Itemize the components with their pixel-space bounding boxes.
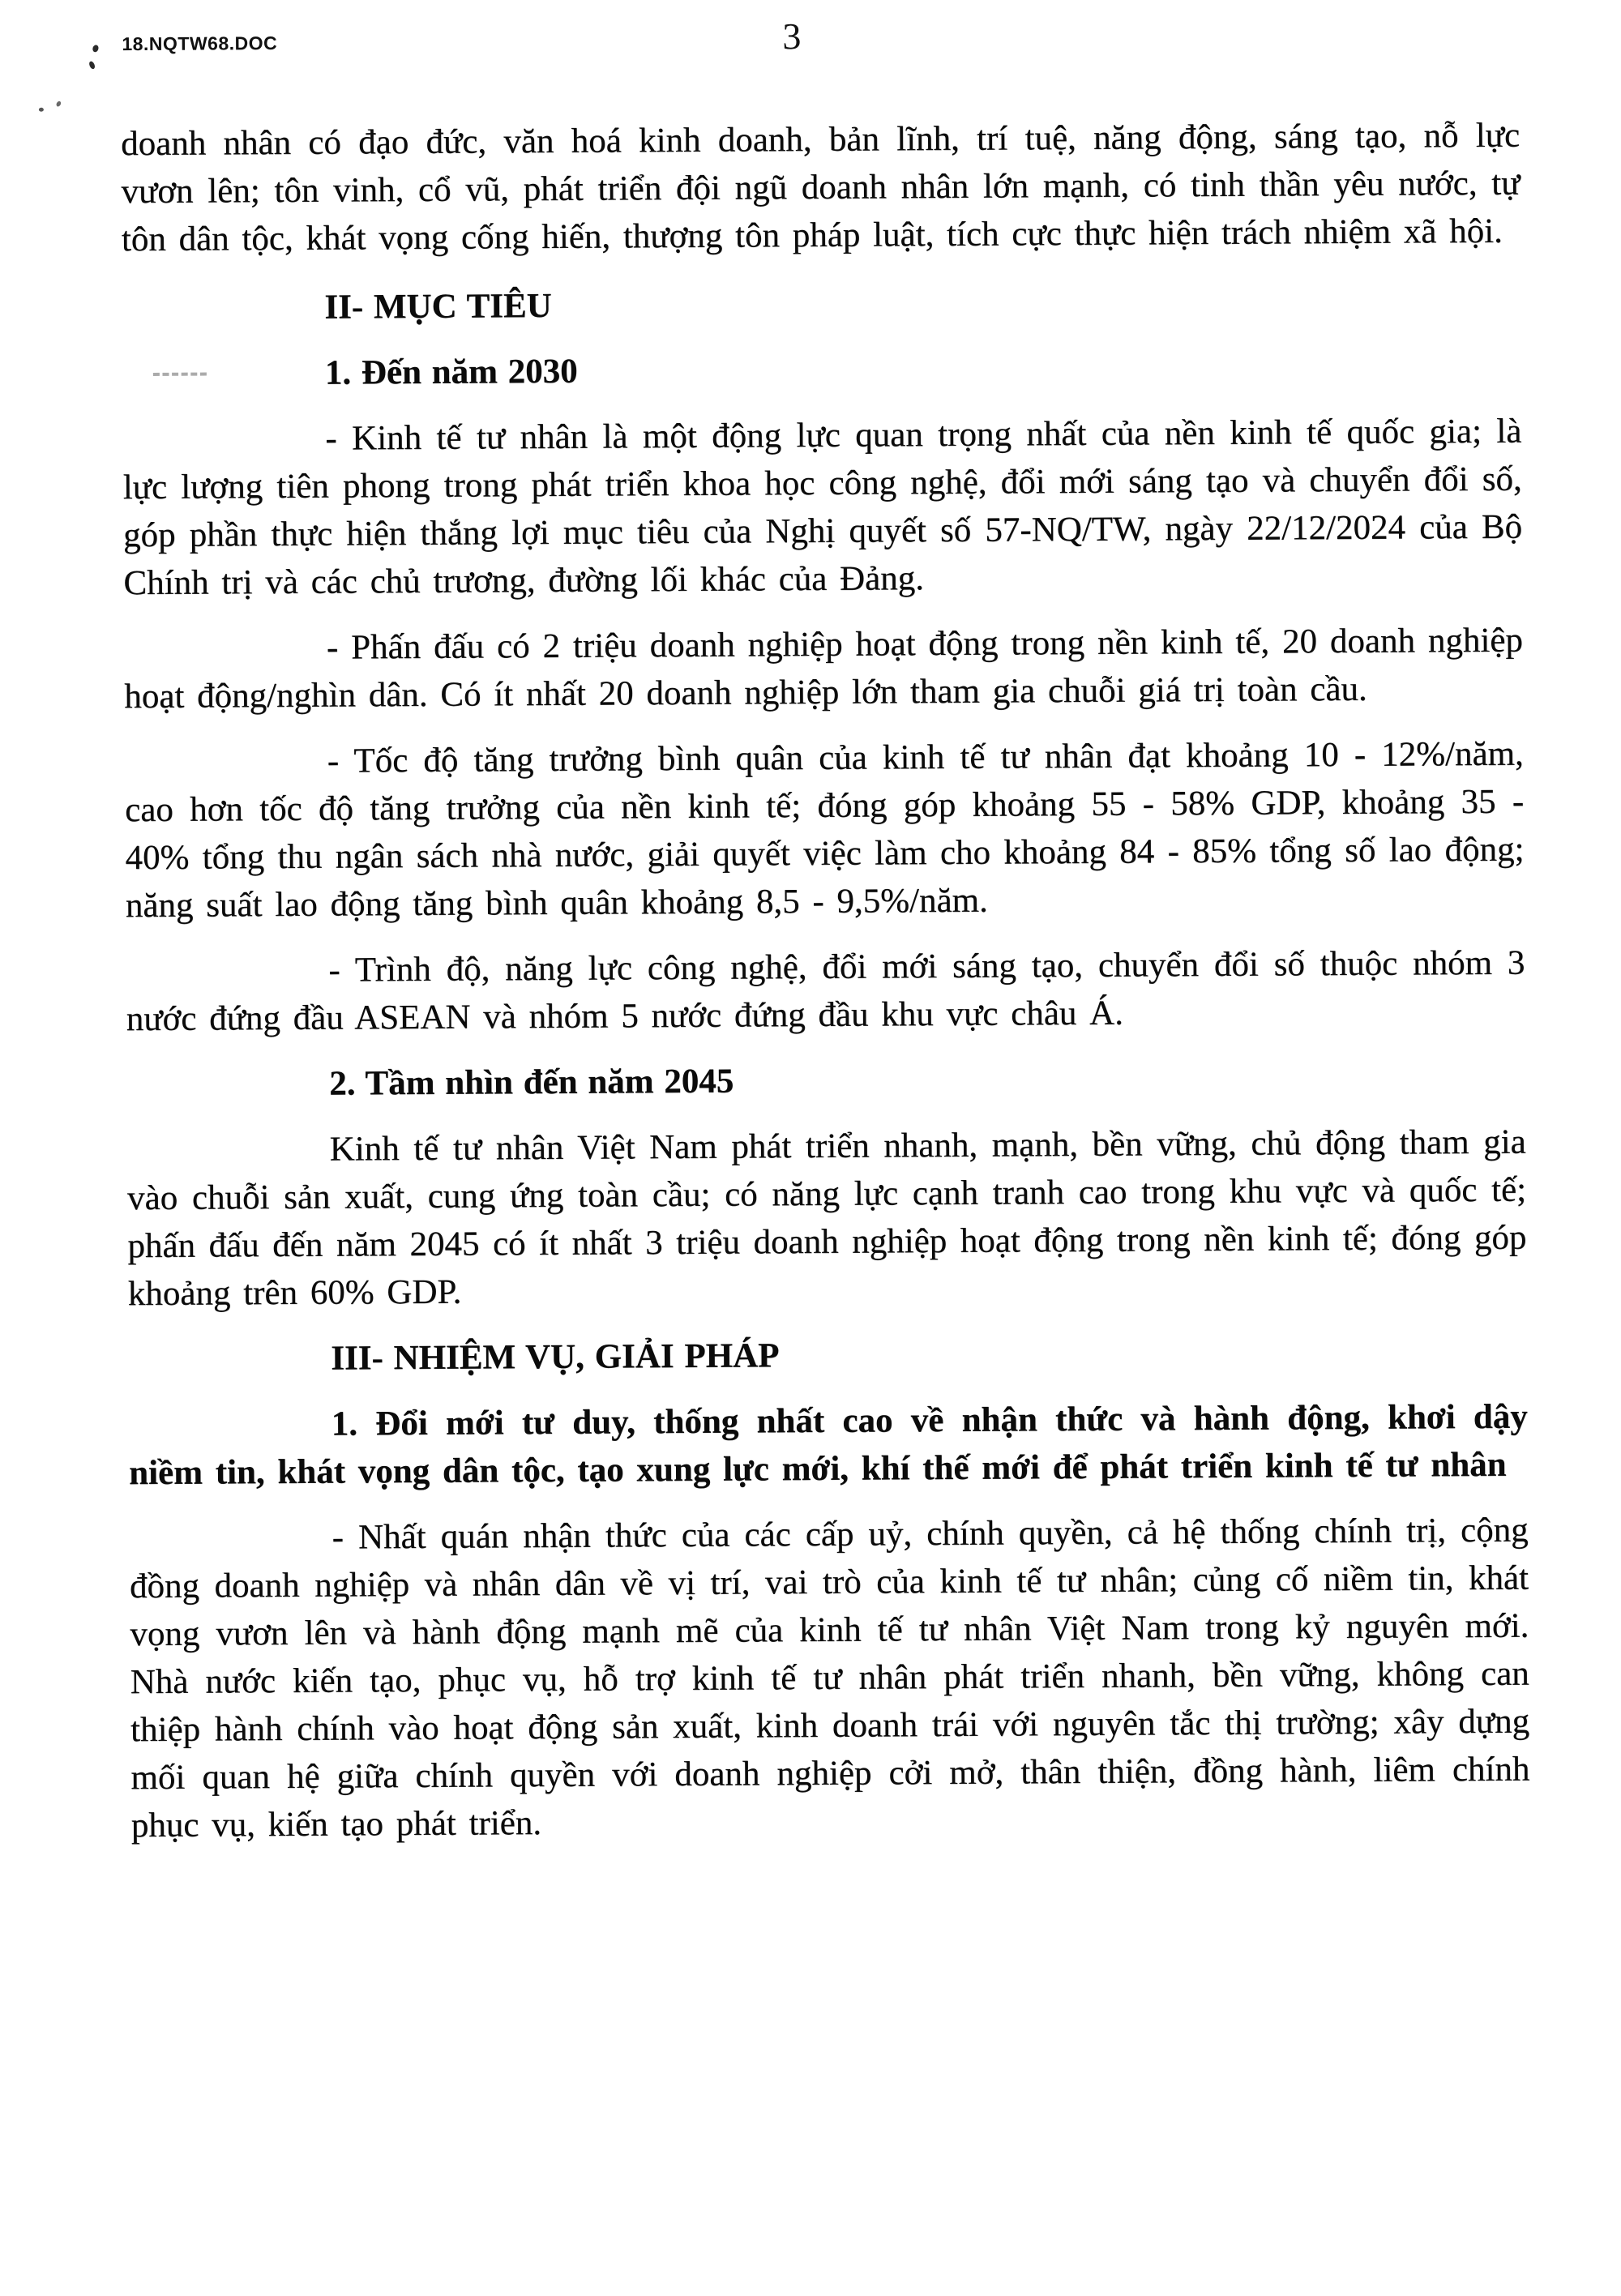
- paragraph-phan-dau: - Phấn đấu có 2 triệu doanh nghiệp hoạt động trong nền kinh tế, 20 doanh nghiệp hoạt động/nghìn dân. Có ít nhất 20 doanh nghiệp lớn tham gia chuỗi giá trị toàn cầu.: [124, 621, 1524, 716]
- scan-artifact-dot: [88, 61, 96, 71]
- paragraph-toc-do: - Tốc độ tăng trưởng bình quân của kinh tế tư nhân đạt khoảng 10 - 12%/năm, cao hơn tốc độ tăng trưởng của nền kinh tế; đóng góp khoảng 55 - 58% GDP, khoảng 35 - 40% tổng thu ngân sách nhà nước, giải quyết việc làm cho khoảng 84 - 85% tổng số lao động; năng suất lao động tăng bình quân khoảng 8,5 - 9,5%/năm.: [125, 734, 1525, 926]
- heading-nhiem-vu-giai-phap: III- NHIỆM VỤ, GIẢI PHÁP: [331, 1336, 780, 1378]
- paragraph-nhat-quan: - Nhất quán nhận thức của các cấp uỷ, chính quyền, cả hệ thống chính trị, cộng đồng doanh nghiệp và nhân dân về vị trí, vai trò của kinh tế tư nhân; củng cố niềm tin, khát vọng vươn lên và hành động mạnh mẽ của kinh tế tư nhân Việt Nam trong kỷ nguyên mới. Nhà nước kiến tạo, phục vụ, hỗ trợ kinh tế tư nhân phát triển nhanh, bền vững, không can thiệp hành chính vào hoạt động sản xuất, kinh doanh trái với nguyên tắc thị trường; xây dựng mối quan hệ giữa chính quyền với doanh nghiệp cởi mở, thân thiện, đồng hành, liêm chính phục vụ, kiến tạo phát triển.: [129, 1511, 1530, 1845]
- doc-code: 18.NQTW68.DOC: [122, 32, 278, 55]
- paragraph-trinh-do: - Trình độ, năng lực công nghệ, đổi mới sáng tạo, chuyển đổi số thuộc nhóm 3 nước đứng đầu ASEAN và nhóm 5 nước đứng đầu khu vực châu Á.: [126, 943, 1525, 1039]
- paragraph-doi-moi-tu-duy: 1. Đổi mới tư duy, thống nhất cao về nhận thức và hành động, khơi dậy niềm tin, khát vọng dân tộc, tạo xung lực mới, khí thế mới để phát triển kinh tế tư nhân: [129, 1397, 1528, 1493]
- heading-tam-nhin-2045: 2. Tầm nhìn đến năm 2045: [329, 1062, 734, 1103]
- scan-artifact-dot: [55, 100, 62, 108]
- paragraph-tam-nhin: Kinh tế tư nhân Việt Nam phát triển nhanh, mạnh, bền vững, chủ động tham gia vào chuỗi sản xuất, cung ứng toàn cầu; có năng lực cạnh tranh cao trong khu vực và quốc tế; phấn đấu đến năm 2045 có ít nhất 3 triệu doanh nghiệp hoạt động trong nền kinh tế; đóng góp khoảng trên 60% GDP.: [126, 1122, 1527, 1314]
- heading-den-nam-2030: 1. Đến năm 2030: [324, 352, 578, 392]
- scan-artifact-dot: [92, 45, 99, 53]
- page-number: 3: [782, 15, 802, 58]
- document-body: [121, 112, 1530, 1868]
- heading-muc-tieu: II- MỤC TIÊU: [324, 286, 552, 327]
- paragraph-intro: doanh nhân có đạo đức, văn hoá kinh doanh, bản lĩnh, trí tuệ, năng động, sáng tạo, nỗ lực vươn lên; tôn vinh, cổ vũ, phát triển đội ngũ doanh nhân lớn mạnh, có tinh thần yêu nước, tự tôn dân tộc, khát vọng cống hiến, thượng tôn pháp luật, tích cực thực hiện trách nhiệm xã hội.: [121, 116, 1520, 259]
- scan-artifact-dot: [39, 108, 44, 112]
- paragraph-dong-luc: - Kinh tế tư nhân là một động lực quan trọng nhất của nền kinh tế quốc gia; là lực lượng tiên phong trong phát triển khoa học công nghệ, đổi mới sáng tạo và chuyển đổi số, góp phần thực hiện thắng lợi mục tiêu của Nghị quyết số 57-NQ/TW, ngày 22/12/2024 của Bộ Chính trị và các chủ trương, đường lối khác của Đảng.: [122, 412, 1523, 603]
